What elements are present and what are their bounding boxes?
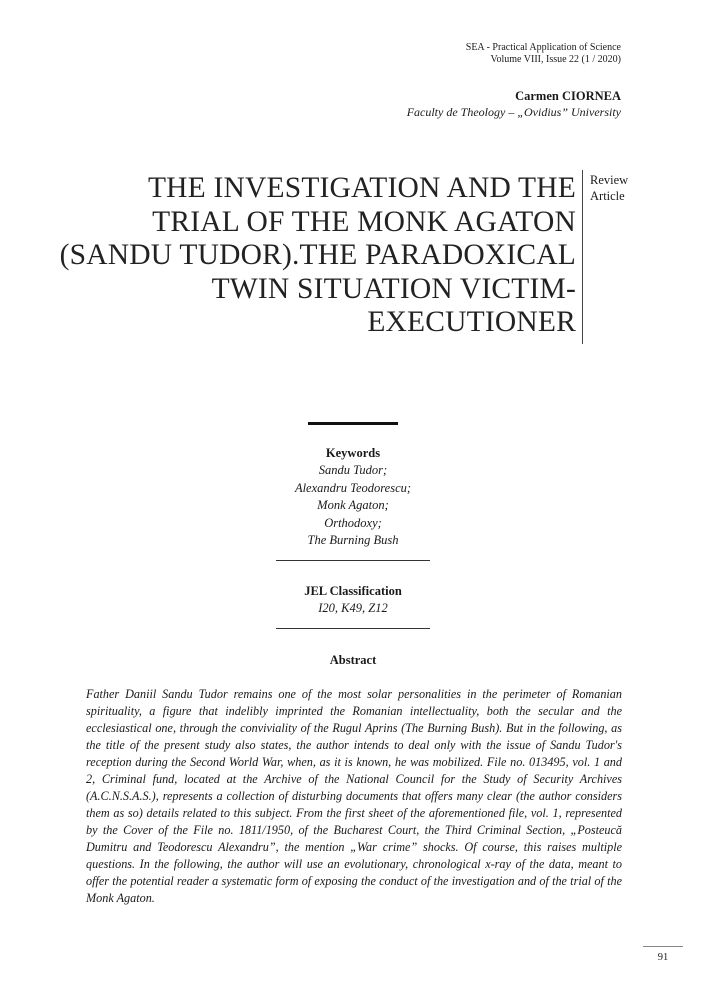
- jel-codes: I20, K49, Z12: [318, 601, 388, 615]
- abstract-text: Father Daniil Sandu Tudor remains one of the most solar personalities in the perimeter of Romanian spirituality, a figure that indelibly imprinted the Romanian intellectuality, both the secular and the ecclesiastical one, through the conviviality of the Rugul Aprins (The Burning Bush). But in the following, as the title of the present study also states, the author intends to deal only with the issue of Sandu Tudor's reception during the Second World War, when, as it is known, he was mobilized. File no. 013495, vol. 1 and 2, Criminal fund, located at the Archive of the National Council for the Study of Security Archives (A.C.N.S.A.S.), represents a collection of disturbing documents that offers many clear (the author considers them as so) details related to this subject. From the first sheet of the aforementioned file, vol. 1, represented by the Cover of the File no. 1811/1950, of the Bucharest Court, the Third Criminal Section, „Posteucă Dumitru and Teodorescu Alexandru”, the mention „War crime” shocks. Of course, this raises multiple questions. In the following, the author will use an evolutionary, chronological x-ray of the data, meant to offer the potential reader a systematic form of exposing the conduct of the investigation and of the trial of the Monk Agaton.: [86, 687, 622, 905]
- footer-divider: [643, 946, 683, 947]
- title-line: (SANDU TUDOR).THE PARADOXICAL: [59, 239, 576, 271]
- article-type-line: Review: [590, 173, 629, 187]
- journal-volume: Volume VIII, Issue 22 (1 / 2020): [490, 54, 621, 65]
- keyword-item: Orthodoxy;: [324, 515, 382, 530]
- article-type-line: Article: [590, 189, 625, 203]
- keywords-list: [233, 462, 473, 550]
- section-divider: [308, 422, 398, 425]
- page-number: 91: [657, 952, 669, 963]
- author-name: Carmen CIORNEA: [515, 89, 621, 103]
- title-line: THE INVESTIGATION AND THE: [147, 172, 576, 204]
- title-line: TWIN SITUATION VICTIM-: [211, 272, 576, 305]
- title-line: TRIAL OF THE MONK AGATON: [152, 205, 576, 238]
- title-line: EXECUTIONER: [367, 306, 576, 338]
- jel-divider: [276, 628, 430, 629]
- abstract-heading: Abstract: [329, 653, 377, 667]
- keyword-item: The Burning Bush: [307, 533, 399, 547]
- keyword-item: Monk Agaton;: [317, 498, 389, 512]
- journal-header: [466, 42, 621, 66]
- author-affiliation: Faculty de Theology – „Ovidius” University: [406, 105, 621, 119]
- keyword-item: Alexandru Teodorescu;: [294, 480, 412, 495]
- jel-heading: JEL Classification: [304, 584, 402, 598]
- article-type: [590, 172, 628, 204]
- keywords-heading: Keywords: [325, 446, 381, 460]
- title-divider: [582, 170, 583, 344]
- keywords-divider: [276, 560, 430, 561]
- keyword-item: Sandu Tudor;: [318, 463, 388, 477]
- journal-name: SEA - Practical Application of Science: [465, 42, 621, 53]
- article-title: [56, 172, 576, 340]
